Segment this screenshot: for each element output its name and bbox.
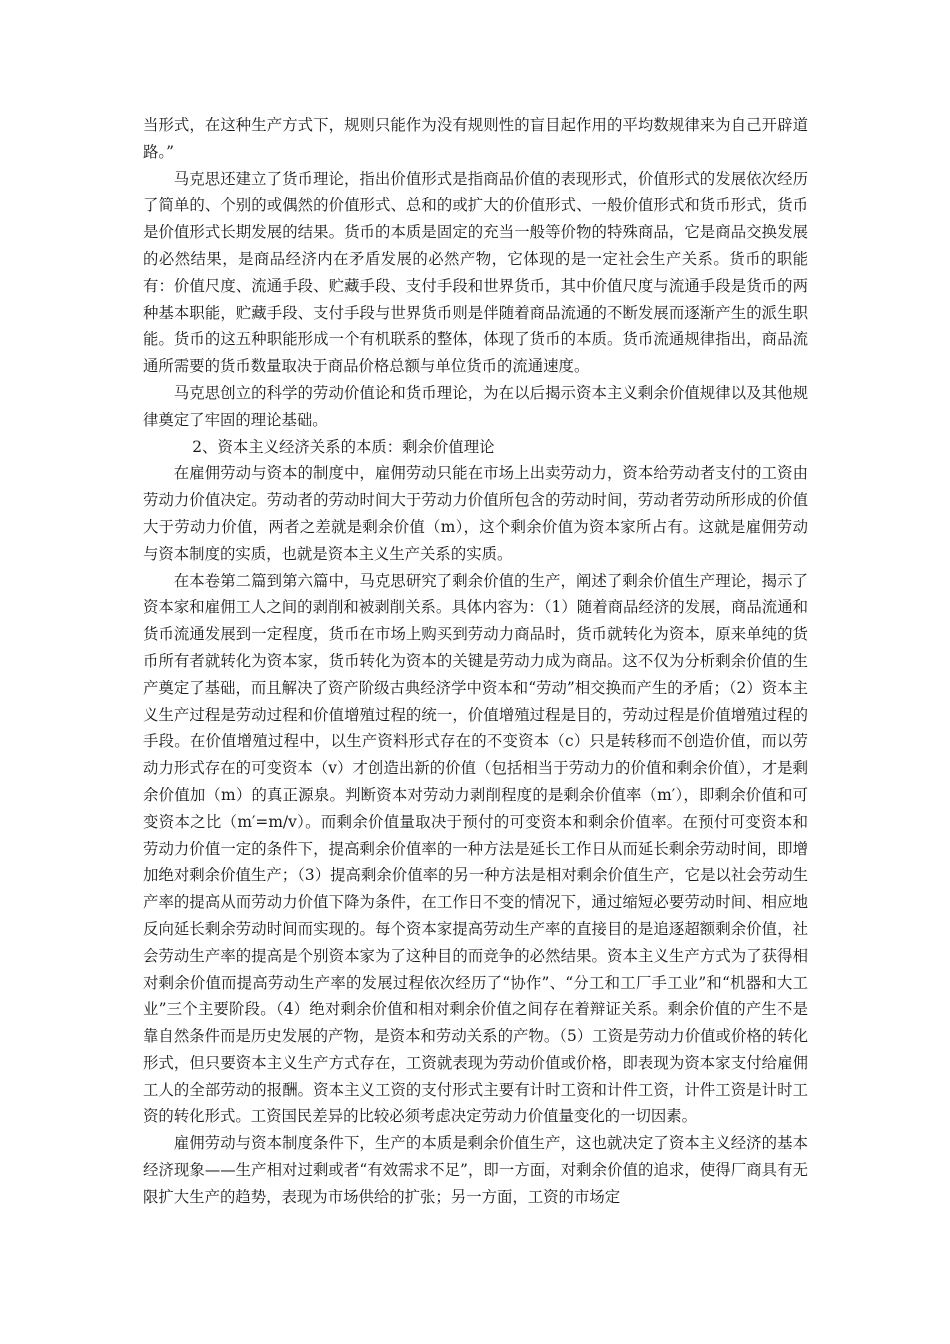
section-heading: 2、资本主义经济关系的本质：剩余价值理论 [192, 437, 495, 456]
document-page [143, 112, 808, 1211]
paragraph-surplus-value-production: 在本卷第二篇到第六篇中，马克思研究了剩余价值的生产，阐述了剩余价值生产理论，揭示了资本家和雇佣工人之间的剥削和被剥削关系。具体内容为：（1）随着商品经济的发展，商品流通和货币流通发展到一定程度，货币在市场上购买到劳动力商品时，货币就转化为资本，原来单纯的货币所有者就转化为资本家，货币转化为资本的关键是劳动力成为商品。这不仅为分析剩余价值的生产奠定了基础，而且解决了资产阶级古典经济学中资本和“劳动”相交换而产生的矛盾；（2）资本主义生产过程是劳动过程和价值增殖过程的统一，价值增殖过程是目的，劳动过程是价值增殖过程的手段。在价值增殖过程中，以生产资料形式存在的不变资本（c）只是转移而不创造价值，而以劳动力形式存在的可变资本（v）才创造出新的价值（包括相当于劳动力的价值和剩余价值），才是剩余价值加（m）的真正源泉。判断资本对劳动力剥削程度的是剩余价值率（m′），即剩余价值和可变资本之比（m′=m/v）。而剩余价值量取决于预付的可变资本和剩余价值率。在预付可变资本和劳动力价值一定的条件下，提高剩余价值率的一种方法是延长工作日从而延长剩余劳动时间，即增加绝对剩余价值生产；（3）提高剩余价值率的另一种方法是相对剩余价值生产，它是以社会劳动生产率的提高从而劳动力价值下降为条件，在工作日不变的情况下，通过缩短必要劳动时间、相应地反向延长剩余劳动时间而实现的。每个资本家提高劳动生产率的直接目的是追逐超额剩余价值，社会劳动生产率的提高是个别资本家为了这种目的而竞争的必然结果。资本主义生产方式为了获得相对剩余价值而提高劳动生产率的发展过程依次经历了“协作”、“分工和工厂手工业”和“机器和大工业”三个主要阶段。（4）绝对剩余价值和相对剩余价值之间存在着辩证关系。剩余价值的产生不是靠自然条件而是历史发展的产物，是资本和劳动关系的产物。（5）工资是劳动力价值或价格的转化形式，但只要资本主义生产方式存在，工资就表现为劳动价值或价格，即表现为资本家支付给雇佣工人的全部劳动的报酬。资本主义工资的支付形式主要有计时工资和计件工资，计件工资是计时工资的转化形式。工资国民差异的比较必须考虑决定劳动力价值量变化的一切因素。 [143, 571, 808, 1126]
paragraph-wage-labor: 在雇佣劳动与资本的制度中，雇佣劳动只能在市场上出卖劳动力，资本给劳动者支付的工资由劳动力价值决定。劳动者的劳动时间大于劳动力价值所包含的劳动时间，劳动者劳动所形成的价值大于劳动力价值，两者之差就是剩余价值（m），这个剩余价值为资本家所占有。这就是雇佣劳动与资本制度的实质，也就是资本主义生产关系的实质。 [143, 464, 808, 563]
paragraph-theory-foundation: 马克思创立的科学的劳动价值论和货币理论，为在以后揭示资本主义剩余价值规律以及其他规律奠定了牢固的理论基础。 [143, 383, 808, 429]
paragraph-continuation: 当形式，在这种生产方式下，规则只能作为没有规则性的盲目起作用的平均数规律来为自己开辟道路。” [143, 116, 808, 161]
paragraph-money-theory: 马克思还建立了货币理论，指出价值形式是指商品价值的表现形式，价值形式的发展依次经历了简单的、个别的或偶然的价值形式、总和的或扩大的价值形式、一般价值形式和货币形式，货币是价值形式长期发展的结果。货币的本质是固定的充当一般等价物的特殊商品，它是商品交换发展的必然结果，是商品经济内在矛盾发展的必然产物，它体现的是一定社会生产关系。货币的职能有：价值尺度、流通手段、贮藏手段、支付手段和世界货币，其中价值尺度与流通手段是货币的两种基本职能，贮藏手段、支付手段与世界货币则是伴随着商品流通的不断发展而逐渐产生的派生职能。货币的这五种职能形成一个有机联系的整体，体现了货币的本质。货币流通规律指出，商品流通所需要的货币数量取决于商品价格总额与单位货币的流通速度。 [143, 169, 808, 376]
paragraph-effective-demand: 雇佣劳动与资本制度条件下，生产的本质是剩余价值生产，这也就决定了资本主义经济的基本经济现象——生产相对过剩或者“有效需求不足”，即一方面，对剩余价值的追求，使得厂商具有无限扩大生产的趋势，表现为市场供给的扩张；另一方面，工资的市场定 [143, 1134, 808, 1206]
